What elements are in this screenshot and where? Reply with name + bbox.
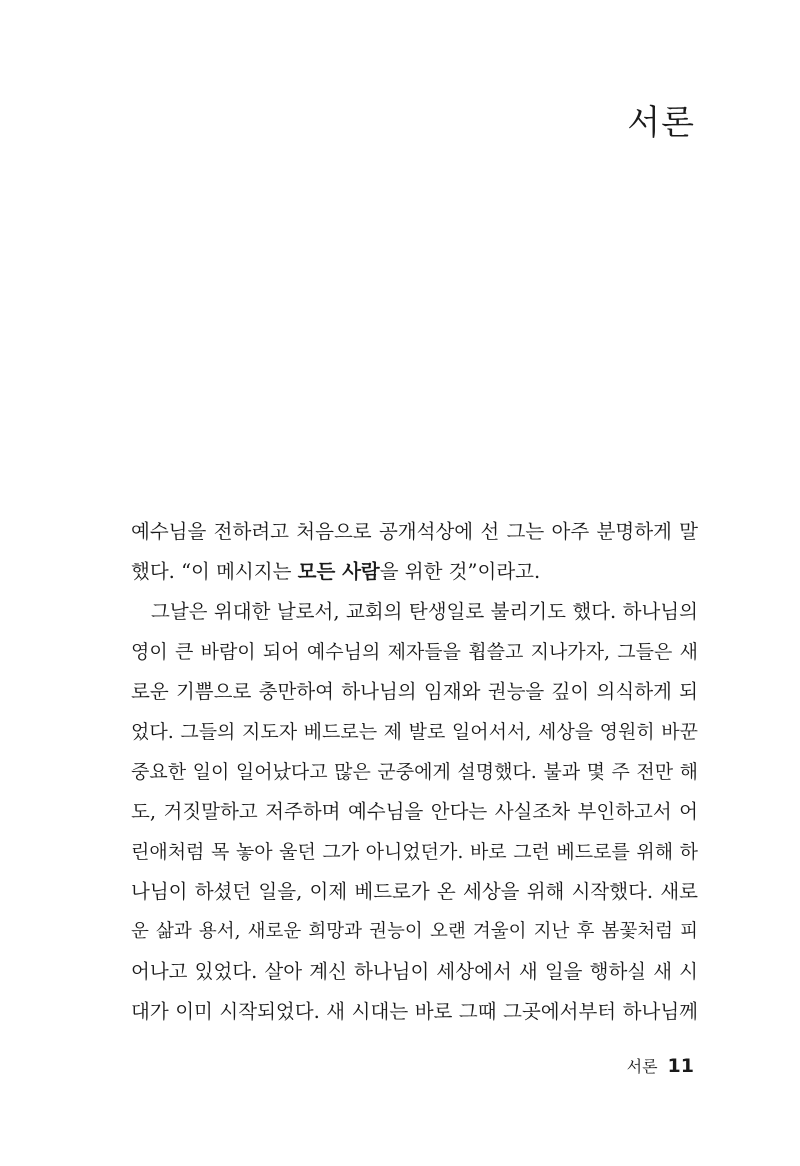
paragraph-1-line-2 (131, 552, 698, 592)
chapter-title: 서론 (627, 103, 695, 143)
paragraph-2-line-3: 로운 기쁨으로 충만하여 하나님의 임재와 권능을 깊이 의식하게 되 (131, 680, 698, 703)
paragraph-2-line-8: 나님이 하셨던 일을, 이제 베드로가 온 세상을 위해 시작했다. 새로 (131, 880, 698, 903)
running-footer-section: 서론 (626, 1057, 658, 1076)
paragraph-2-line-9: 운 삶과 용서, 새로운 희망과 권능이 오랜 겨울이 지난 후 봄꽃처럼 피 (131, 921, 698, 942)
paragraph-2-line-4: 었다. 그들의 지도자 베드로는 제 발로 일어서서, 세상을 영원히 바꾼 (131, 721, 698, 743)
body-text (131, 512, 698, 1032)
quote-tail-text: 을 위한 것”이라고. (379, 560, 541, 583)
page-number: 11 (667, 1055, 694, 1077)
paragraph-2-line-5: 중요한 일이 일어났다고 많은 군중에게 설명했다. 불과 몇 주 전만 해 (131, 761, 698, 783)
paragraph-1-line-1: 예수님을 전하려고 처음으로 공개석상에 선 그는 아주 분명하게 말 (131, 520, 698, 543)
paragraph-2-line-10: 어나고 있었다. 살아 계신 하나님이 세상에서 새 일을 행하실 새 시 (131, 960, 698, 983)
paragraph-2-line-11: 대가 이미 시작되었다. 새 시대는 바로 그때 그곳에서부터 하나님께 (131, 1000, 698, 1023)
page-footer (627, 1054, 694, 1077)
quote-lead-text: 했다. “이 메시지는 (131, 560, 298, 583)
paragraph-2-line-1: 그날은 위대한 날로서, 교회의 탄생일로 불리기도 했다. 하나님의 (151, 600, 698, 623)
paragraph-2-line-6: 도, 거짓말하고 저주하며 예수님을 안다는 사실조차 부인하고서 어 (131, 800, 698, 823)
paragraph-2-line-7: 린애처럼 목 놓아 울던 그가 아니었던가. 바로 그런 베드로를 위해 하 (131, 841, 698, 863)
paragraph-2-line-2: 영이 큰 바람이 되어 예수님의 제자들을 휩쓸고 지나가자, 그들은 새 (131, 641, 698, 663)
emphasis-text: 모든 사람 (297, 560, 380, 583)
